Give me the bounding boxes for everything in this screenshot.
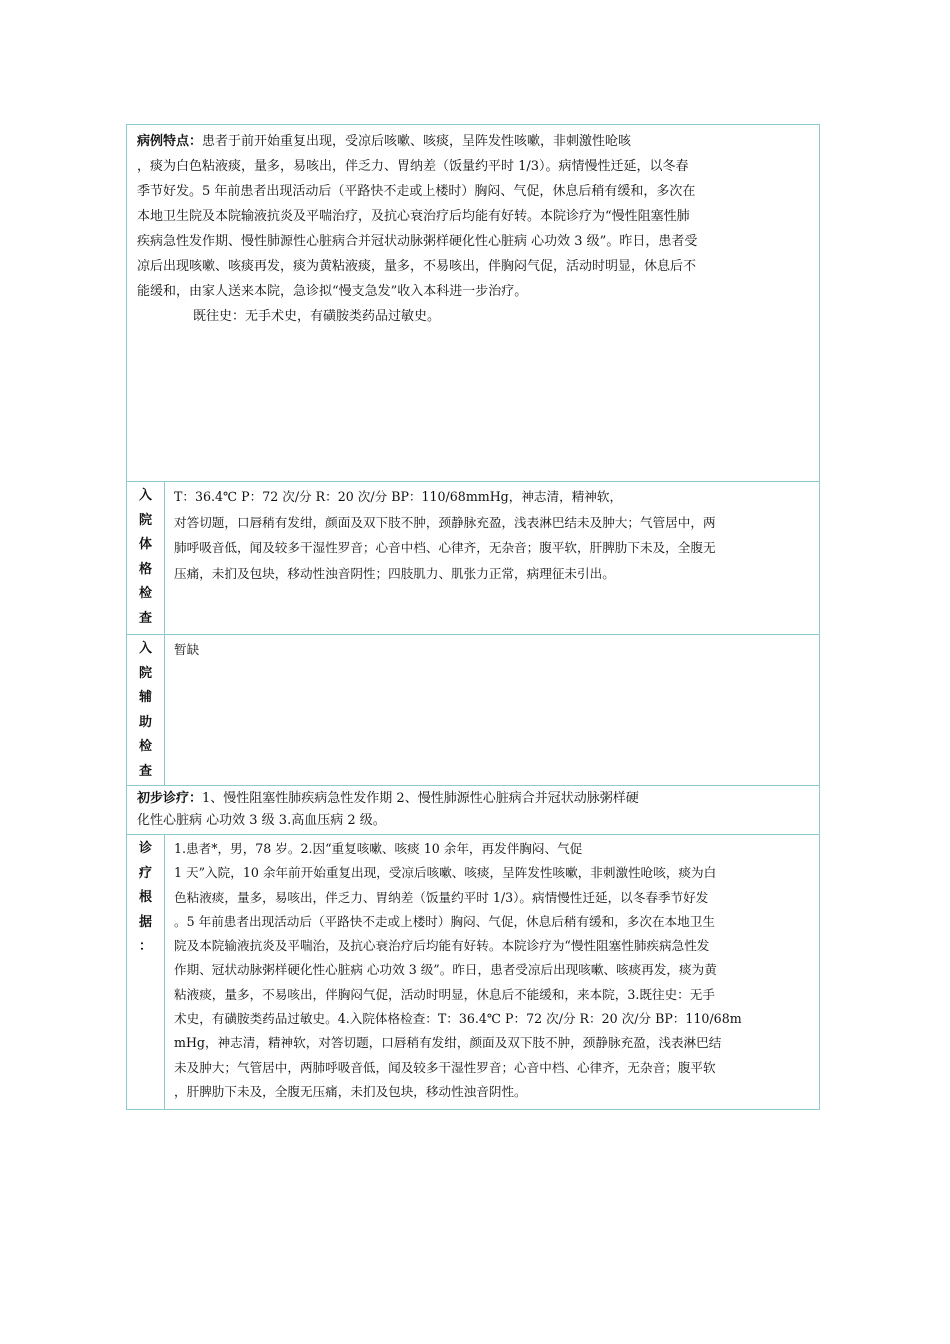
case-features-label: 病例特点： bbox=[137, 134, 203, 149]
header-char: 根 bbox=[138, 890, 152, 905]
diagnosis-basis-line: 未及肿大；气管居中，两肺呼吸音低，闻及较多干湿性罗音；心音中档、心律齐，无杂音；腹平软 bbox=[174, 1059, 716, 1075]
diagnosis-basis-line: 作期、冠状动脉粥样硬化性心脏病 心功效 3 级”。昨日，患者受凉后出现咳嗽、咳痰再发，痰为黄 bbox=[174, 962, 717, 978]
header-char: 体 bbox=[138, 537, 152, 552]
diagnosis-basis-line: 1 天”入院，10 余年前开始重复出现，受凉后咳嗽、咳痰，呈阵发性咳嗽，非刺激性呛咳，痰为白 bbox=[174, 865, 717, 881]
diagnosis-basis-line: ，肝脾肋下未及，全腹无压痛，未扪及包块，移动性浊音阴性。 bbox=[174, 1083, 527, 1099]
case-features-section bbox=[127, 125, 819, 481]
header-char: 据 bbox=[138, 914, 152, 930]
header-char: 诊 bbox=[138, 841, 152, 856]
diagnosis-basis-line: mHg，神志清，精神软，对答切题，口唇稍有发绀，颜面及双下肢不肿，颈静脉充盈，浅表淋巴结 bbox=[174, 1035, 722, 1051]
aux-exam-header bbox=[127, 635, 165, 785]
header-char: ： bbox=[138, 939, 152, 954]
physical-exam-line: 肺呼吸音低，闻及较多干湿性罗音；心音中档、心律齐，无杂音；腹平软，肝脾肋下未及，全腹无 bbox=[174, 540, 716, 555]
header-char: 辅 bbox=[138, 690, 152, 705]
header-char: 入 bbox=[138, 641, 152, 656]
initial-diagnosis-line: 1、慢性阻塞性肺疾病急性发作期 2、慢性肺源性心脏病合并冠状动脉粥样硬 bbox=[202, 791, 639, 806]
aux-exam-section bbox=[127, 634, 819, 785]
aux-exam-text: 暂缺 bbox=[174, 642, 200, 657]
diagnosis-basis-line: 色粘液痰，量多，易咳出，伴乏力、胃纳差（饭量约平时 1/3）。病情慢性迁延，以冬春季节好发 bbox=[174, 889, 709, 905]
case-features-line: 季节好发。5 年前患者出现活动后（平路快不走或上楼时）胸闷、气促，休息后稍有缓和，多次在 bbox=[137, 184, 696, 199]
diagnosis-basis-line: 粘液痰，量多，不易咳出，伴胸闷气促，活动时明显，休息后不能缓和，来本院，3.既往史：无手 bbox=[174, 986, 715, 1002]
header-char: 检 bbox=[138, 586, 152, 601]
header-char: 格 bbox=[138, 561, 152, 577]
header-char: 入 bbox=[138, 488, 152, 503]
header-char: 疗 bbox=[138, 865, 152, 881]
physical-exam-line: 压痛，未扪及包块，移动性浊音阴性；四肢肌力、肌张力正常，病理征未引出。 bbox=[174, 565, 615, 581]
initial-diagnosis-label: 初步诊疗： bbox=[137, 791, 203, 806]
header-char: 查 bbox=[138, 610, 152, 626]
physical-exam-header bbox=[127, 482, 165, 634]
case-features-line: 本地卫生院及本院输液抗炎及平喘治疗，及抗心衰治疗后均能有好转。本院诊疗为“慢性阻塞性肺 bbox=[137, 209, 690, 224]
past-history-line: 既往史：无手术史，有磺胺类药品过敏史。 bbox=[193, 309, 441, 324]
case-features-line: 凉后出现咳嗽、咳痰再发，痰为黄粘液痰，量多，不易咳出，伴胸闷气促，活动时明显，休息后不 bbox=[137, 259, 697, 274]
diagnosis-basis-line: 术史，有磺胺类药品过敏史。4.入院体格检查：T：36.4℃ P：72 次/分 R：20 次/分 BP：110/68m bbox=[174, 1011, 742, 1027]
case-features-line: 能缓和，由家人送来本院，急诊拟“慢支急发”收入本科进一步治疗。 bbox=[137, 284, 528, 299]
case-features-line: 疾病急性发作期、慢性肺源性心脏病合并冠状动脉粥样硬化性心脏病 心功效 3 级”。昨日，患者受 bbox=[137, 234, 698, 249]
physical-exam-line: 对答切题，口唇稍有发绀，颜面及双下肢不肿，颈静脉充盈，浅表淋巴结未及肿大；气管居中，两 bbox=[174, 514, 716, 530]
diagnosis-basis-header bbox=[127, 835, 165, 1109]
diagnosis-basis-section bbox=[127, 834, 819, 1109]
case-features-line: ，痰为白色粘液痰，量多，易咳出，伴乏力、胃纳差（饭量约平时 1/3）。病情慢性迁延，以冬春 bbox=[137, 159, 689, 174]
diagnosis-basis-line: 院及本院输液抗炎及平喘治，及抗心衰治疗后均能有好转。本院诊疗为“慢性阻塞性肺疾病急性发 bbox=[174, 938, 710, 954]
initial-diagnosis-section bbox=[127, 785, 819, 834]
initial-diagnosis-line: 化性心脏病 心功效 3 级 3.高血压病 2 级。 bbox=[137, 813, 386, 828]
header-char: 院 bbox=[138, 512, 152, 528]
physical-exam-line: T：36.4℃ P：72 次/分 R：20 次/分 BP：110/68mmHg，神志清，精神软， bbox=[174, 489, 623, 504]
physical-exam-section bbox=[127, 481, 819, 634]
diagnosis-basis-line: 。5 年前患者出现活动后（平路快不走或上楼时）胸闷、气促，休息后稍有缓和，多次在本地卫生 bbox=[174, 913, 715, 929]
case-features-line: 患者于前开始重复出现，受凉后咳嗽、咳痰，呈阵发性咳嗽，非刺激性呛咳 bbox=[202, 134, 632, 149]
header-char: 查 bbox=[138, 763, 152, 779]
header-char: 检 bbox=[138, 739, 152, 754]
medical-record-table bbox=[126, 124, 820, 1110]
header-char: 院 bbox=[138, 665, 152, 681]
header-char: 助 bbox=[138, 714, 152, 730]
diagnosis-basis-line: 1.患者*，男，78 岁。2.因“重复咳嗽、咳痰 10 余年，再发伴胸闷、气促 bbox=[174, 841, 583, 856]
